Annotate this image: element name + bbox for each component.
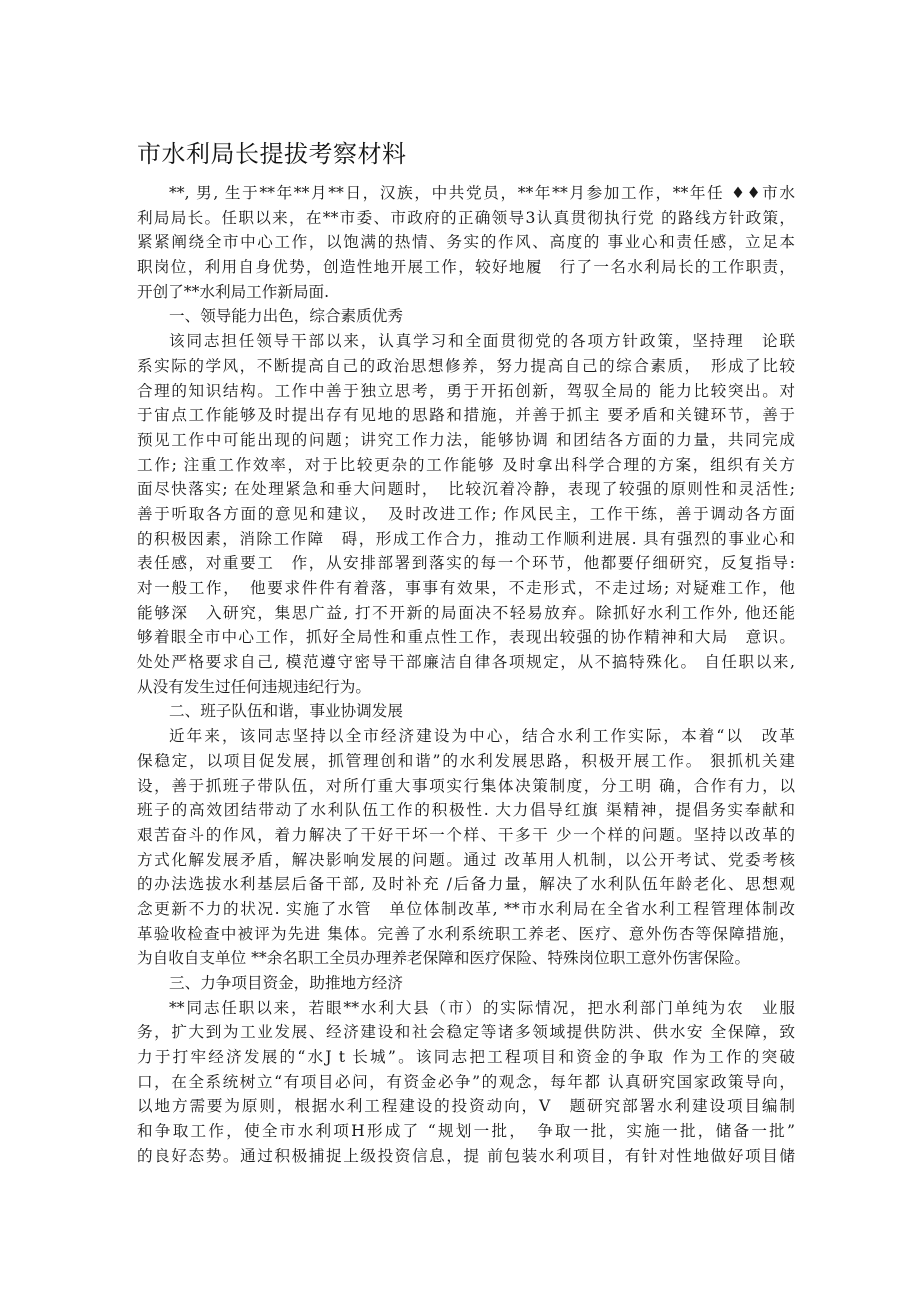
text-line: 从没有发生过任何违规违纪行为。 — [137, 677, 371, 696]
text-line: 念更新不力的状况. 实施了水管 单位体制改革, **市水利局在全省水利工程管理体制改 — [137, 899, 795, 918]
text-line: 的良好态势。通过积极捕捉上级投资信息，提 前包装水利项目，有针对性地做好项目储 — [137, 1146, 795, 1165]
text-line: 口，在全系统树立“有项目必问，有资金必争”的观念，每年都 认真研究国家政策导向， — [137, 1072, 795, 1091]
text-line: 一、领导能力出色，综合素质优秀 — [169, 307, 403, 326]
text-line: 面尽快落实; 在处理紧急和垂大问题时， 比较沉着冷静，表现了较强的原则性和灵活性; — [137, 480, 795, 499]
text-line: 善于听取各方面的意见和建议， 及时改进工作; 作风民主，工作干练，善于调动各方面 — [137, 504, 795, 523]
text-line: 系实际的学风，不断提高自己的政治思想修养，努力提高自己的综合素质， 形成了比较 — [137, 356, 795, 375]
text-line: 表任感，对重要工 作，从安排部署到落实的每一个环节，他都要仔细研究，反复指导: — [137, 554, 795, 573]
text-line: 紧紧阐绕全市中心工作，以饱满的热情、务实的作风、高度的 事业心和责任感，立足本 — [137, 233, 795, 252]
text-line: 革验收检查中被评为先进 集体。完善了水利系统职工养老、医疗、意外伤杏等保障措施， — [137, 924, 795, 943]
text-line: 保稳定，以项目促发展，抓管理创和谐”的水利发展思路，积极开展工作。 狠抓机关建 — [137, 751, 795, 770]
text-line: 对一般工作， 他要求件件有着落，事事有效果，不走形式，不走过场; 对疑难工作，他 — [137, 579, 795, 597]
text-line: 合理的知识结构。工作中善于独立思考，勇于开拓创新，驾驭全局的 能力比较突出。对 — [137, 381, 795, 400]
text-line: 以地方需要为原则，根据水利工程建设的投资动向，V 题研究部署水利建设项目编制 — [137, 1097, 795, 1116]
text-line: 开创了**水利局工作新局面. — [137, 282, 330, 301]
text-line: 工作; 注重工作效率，对于比较更杂的工作能够 及时拿出科学合理的方案，组织有关方 — [137, 455, 795, 474]
text-line: 设，善于抓班子带队伍，对所仃重大事项实行集体决策制度，分工明 确，合作有力，以 — [137, 776, 795, 795]
text-line: 的办法选拔水利基层后备干部, 及时补充 /后备力量，解决了水利队伍年龄老化、思想观 — [137, 875, 795, 894]
text-line: 职岗位，利用自身优势，创造性地开展工作，较好地履 行了一名水利局长的工作职责， — [137, 258, 795, 277]
text-line: 班子的高效团结带动了水利队伍工作的积极性. 大力倡导红旗 渠精神，提倡务实奉献和 — [137, 801, 795, 820]
text-line: 预见工作中可能出现的问题；讲究工作力法，能够协调 和团结各方面的力量，共同完成 — [137, 430, 795, 449]
text-line: 艰苦奋斗的作风，着力解决了干好干坏一个样、干多干 少一个样的问题。坚持以改革的 — [137, 825, 795, 844]
text-line: 够着眼全市中心工作，抓好全局性和重点性工作，表现出较强的协作精神和大局 意识。 — [137, 628, 795, 647]
text-line: 近年来，该同志坚持以全市经济建设为中心，结合水利工作实际，本着“以 改革 — [169, 727, 795, 746]
text-line: **, 男, 生于**年**月**日，汉族，中共党员，**年**月参加工作，**年任 ♦♦市水 — [169, 184, 795, 202]
text-line: 能够深 入研究，集思广益, 打不开新的局面决不轻易放弃。除抓好水利工作外, 他还能 — [137, 603, 795, 622]
text-line: 利局局长。任职以来，在**市委、市政府的正确领导3认真贯彻执行党 的路线方针政策， — [137, 208, 795, 227]
document-title: 市水利局长提拔考察材料 — [137, 140, 407, 168]
text-line: 务，扩大到为工业发展、经济建设和社会稳定等诸多领域提供防洪、供水安 全保障，致 — [137, 1023, 795, 1042]
text-line: 三、力争项目资金，助推地方经济 — [169, 974, 403, 992]
text-line: 方式化解发展矛盾，解决影响发展的问题。通过 改革用人机制，以公开考试、党委考核 — [137, 850, 795, 869]
text-line: 二、班子队伍和谐，事业协调发展 — [169, 702, 403, 721]
text-line: 的积极因素，消除工作障 碍，形成工作合力，推动工作顺利进展. 具有强烈的事业心和 — [137, 529, 795, 548]
text-line: 为自收自支单位 **余名职工全员办理养老保障和医疗保险、特殊岗位职工意外伤害保险。 — [137, 949, 751, 968]
text-line: 于宙点工作能够及时提出存有见地的思路和措施，并善于抓主 要矛盾和关键环节，善于 — [137, 406, 795, 425]
text-line: 力于打牢经济发展的“水J t 长城”。该同志把工程项目和资金的争取 作为工作的突破 — [137, 1048, 795, 1067]
text-line: 和争取工作，使全市水利项H形成了 “规划一批， 争取一批，实施一批，储备一批” — [137, 1122, 795, 1141]
text-line: 该同志担任领导干部以来，认真学习和全面贯彻党的各项方针政策，坚持理 论联 — [169, 332, 795, 351]
text-line: 处处严格要求自己, 模范遵守密导干部廉洁自律各项规定，从不搞特殊化。 自任职以来, — [137, 653, 795, 672]
document-body — [137, 181, 795, 1169]
text-line: **同志任职以来，若眼**水利大县（市）的实际情况，把水利部门单纯为农 业服 — [169, 998, 795, 1017]
